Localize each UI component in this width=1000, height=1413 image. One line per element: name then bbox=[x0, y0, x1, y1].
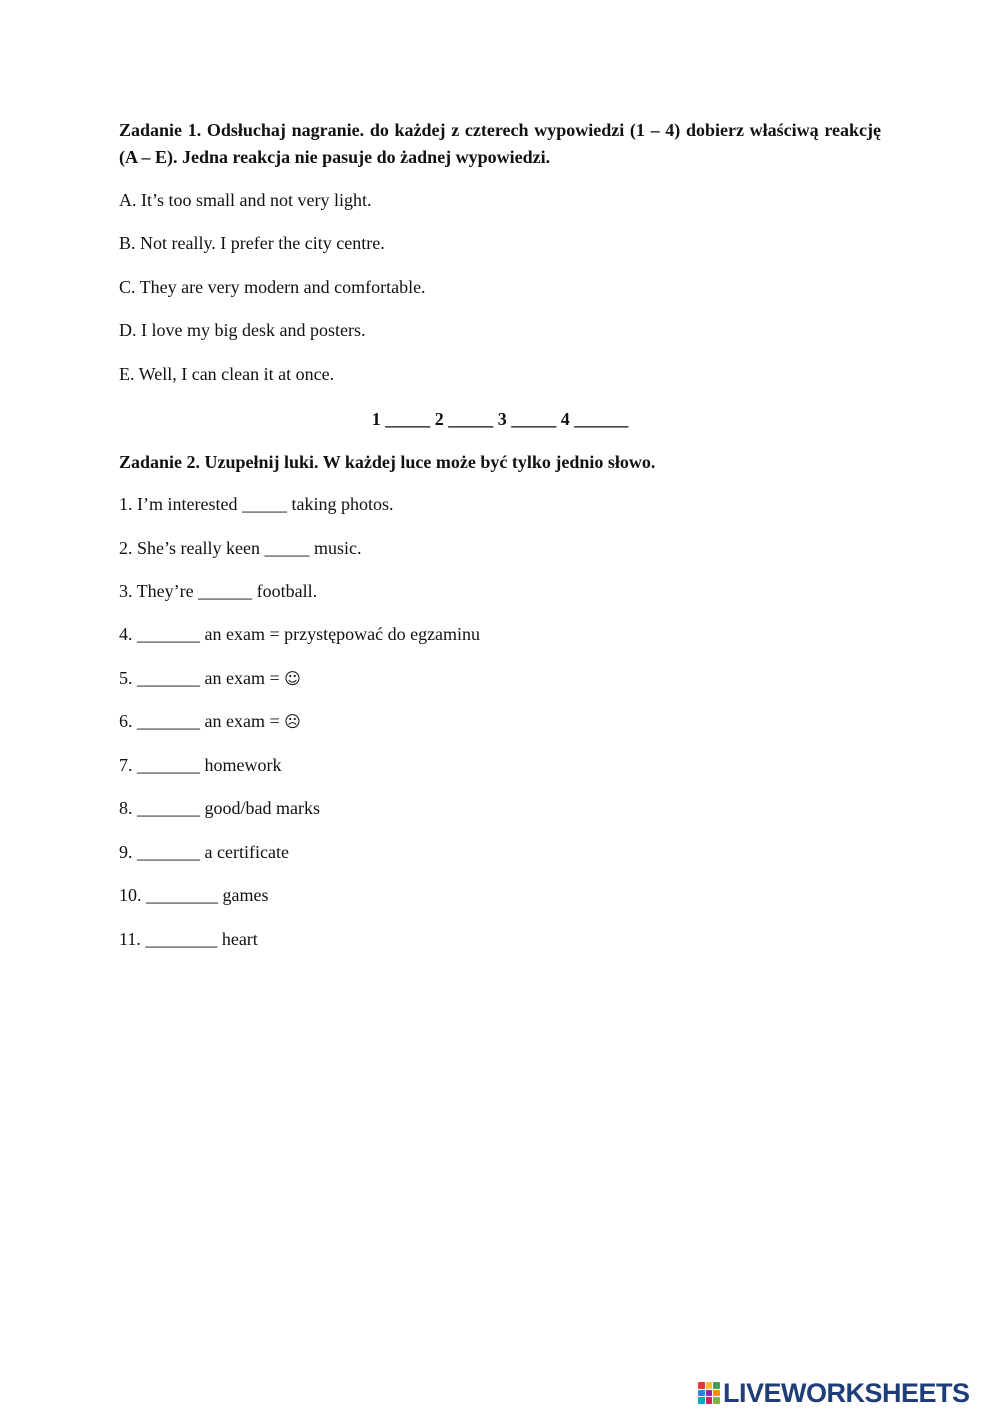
task2-item-11[interactable]: 11. ________ heart bbox=[119, 929, 258, 949]
task2-item-4[interactable]: 4. _______ an exam = przystępować do egzaminu bbox=[119, 624, 481, 644]
task2-item-9[interactable]: 9. _______ a certificate bbox=[119, 842, 289, 862]
logo-square bbox=[706, 1397, 713, 1404]
task1-option-d: D. I love my big desk and posters. bbox=[119, 320, 366, 340]
task2-item-7[interactable]: 7. _______ homework bbox=[119, 755, 282, 775]
task2-heading: Zadanie 2. Uzupełnij luki. W każdej luce może być tylko jednio słowo. bbox=[119, 452, 656, 472]
logo-square bbox=[713, 1397, 720, 1404]
task2-item-3[interactable]: 3. They’re ______ football. bbox=[119, 581, 318, 601]
logo-square bbox=[706, 1390, 713, 1397]
task1-heading: Zadanie 1. Odsłuchaj nagranie. do każdej z czterech wypowiedzi (1 – 4) dobierz właściwą reakcję (A – E). Jedna reakcja nie pasuje do żadnej wypowiedzi. bbox=[119, 120, 881, 167]
task2-item-8[interactable]: 8. _______ good/bad marks bbox=[119, 798, 320, 818]
logo-square bbox=[698, 1390, 705, 1397]
smiley-happy-icon: ☺ bbox=[284, 669, 301, 688]
logo-square bbox=[698, 1397, 705, 1404]
task1-option-b: B. Not really. I prefer the city centre. bbox=[119, 233, 385, 253]
logo-square bbox=[713, 1382, 720, 1389]
task1-option-c: C. They are very modern and comfortable. bbox=[119, 277, 426, 297]
task1-answer-blanks[interactable]: 1 _____ 2 _____ 3 _____ 4 ______ bbox=[371, 409, 629, 429]
task1-option-e: E. Well, I can clean it at once. bbox=[119, 364, 335, 384]
task2-item-6[interactable] bbox=[119, 709, 301, 734]
task2-item-5-text: 5. _______ an exam = bbox=[119, 668, 285, 688]
logo-text: LIVEWORKSHEETS bbox=[723, 1377, 970, 1408]
liveworksheets-logo bbox=[698, 1378, 970, 1408]
logo-square bbox=[713, 1390, 720, 1397]
task1-option-a: A. It’s too small and not very light. bbox=[119, 190, 372, 210]
logo-square bbox=[706, 1382, 713, 1389]
task2-item-10[interactable]: 10. ________ games bbox=[119, 885, 269, 905]
task2-item-2[interactable]: 2. She’s really keen _____ music. bbox=[119, 538, 362, 558]
smiley-sad-icon: ☹ bbox=[284, 712, 301, 731]
task2-item-5[interactable] bbox=[119, 666, 301, 691]
logo-square bbox=[698, 1382, 705, 1389]
liveworksheets-grid-icon bbox=[698, 1382, 720, 1404]
task2-item-1[interactable]: 1. I’m interested _____ taking photos. bbox=[119, 494, 394, 514]
task2-item-6-text: 6. _______ an exam = bbox=[119, 711, 285, 731]
